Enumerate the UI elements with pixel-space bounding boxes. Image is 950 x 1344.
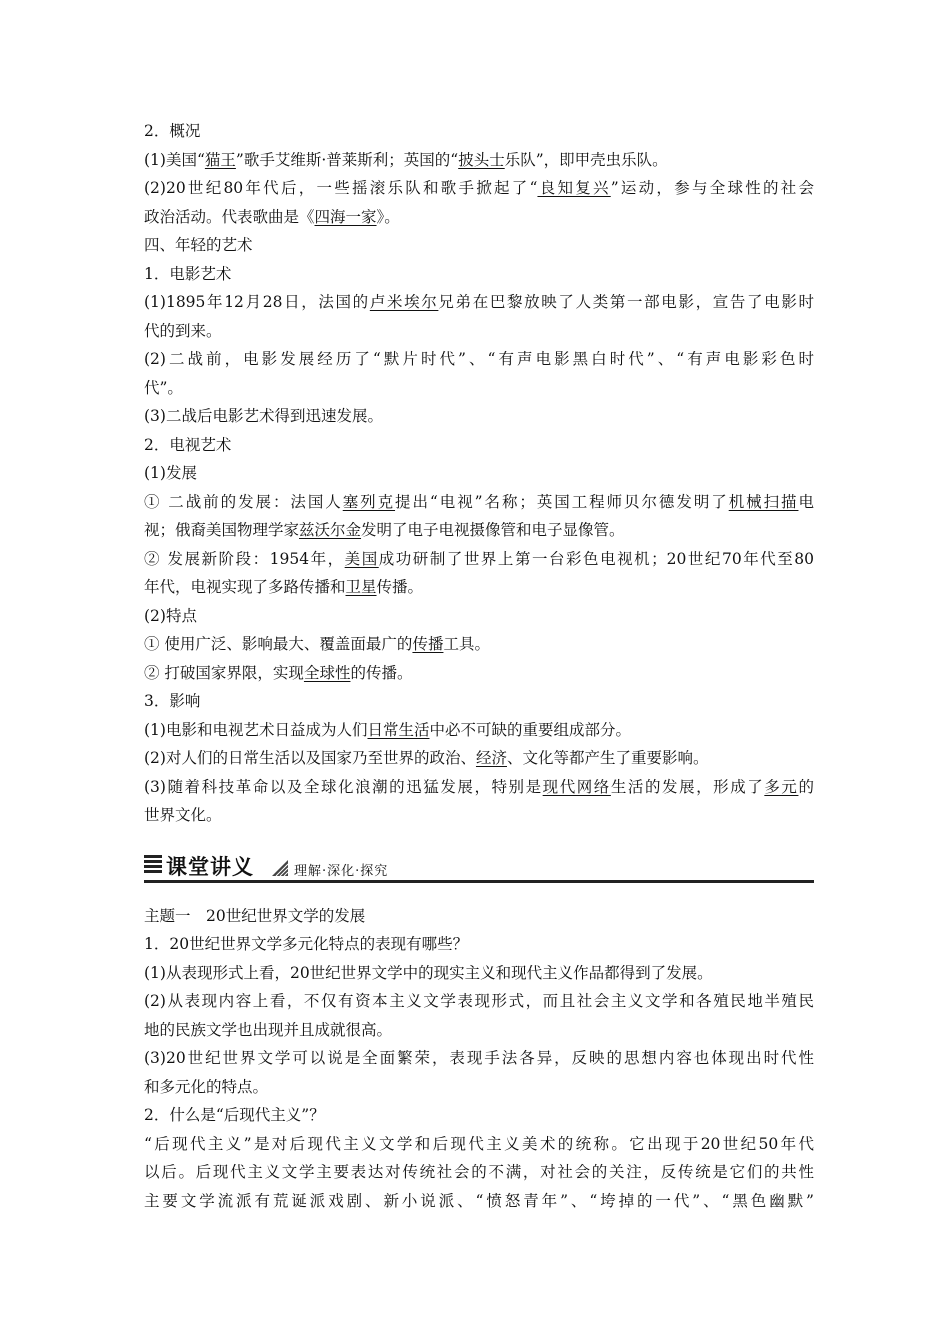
text-line: 四、年轻的艺术 <box>144 236 253 254</box>
text-line <box>144 573 814 602</box>
answer-blank: 传播 <box>412 635 444 653</box>
answer-blank: 猫王 <box>204 150 236 169</box>
text-span: (1)美国“ <box>144 150 205 169</box>
answer-blank: 美国 <box>344 549 379 568</box>
answer-blank: 卫星 <box>345 578 377 596</box>
text-span: ① 二战前的发展：法国人 <box>144 492 343 511</box>
text-span: 传播。 <box>376 578 424 596</box>
text-span: 的传播。 <box>350 663 413 682</box>
text-span: ② 打破国家界限，实现 <box>144 663 304 682</box>
answer-blank: 良知复兴 <box>537 179 611 197</box>
text-line: (2)二战前，电影发展经历了“默片时代”、“有声电影黑白时代”、“有声电影彩色时 <box>144 350 814 368</box>
banner-subtitle: 理解·深化·探究 <box>294 863 389 879</box>
text-span: 年代，电视实现了多路传播和 <box>144 578 346 596</box>
text-line <box>144 203 814 232</box>
text-span: ② 发展新阶段：1954年， <box>144 549 345 568</box>
answer-blank: 经济 <box>475 749 507 767</box>
text-line: 3．影响 <box>144 692 201 710</box>
answer-blank: 卢米埃尔 <box>369 293 439 311</box>
text-span: 的 <box>798 777 814 796</box>
text-line: 和多元化的特点。 <box>144 1077 269 1096</box>
text-span: 发明了电子电视摄像管和电子显像管。 <box>361 521 625 539</box>
text-span: 成功研制了世界上第一台彩色电视机；20世纪70年代至80 <box>378 549 815 568</box>
text-span: 生活的发展，形成了 <box>610 777 765 796</box>
section-banner <box>144 843 814 889</box>
banner-stripes-icon <box>144 855 162 877</box>
text-line: (2)从表现内容上看，不仅有资本主义文学表现形式，而且社会主义文学和各殖民地半殖民 <box>144 992 814 1010</box>
text-span: (1)电影和电视艺术日益成为人们 <box>144 720 368 739</box>
text-span: 兄弟在巴黎放映了人类第一部电影，宣告了电影时 <box>438 293 814 311</box>
text-line: 代的到来。 <box>144 321 222 340</box>
text-line: 主要文学流派有荒诞派戏剧、新小说派、“愤怒青年”、“垮掉的一代”、“黑色幽默” <box>144 1191 814 1210</box>
text-line <box>144 488 814 517</box>
answer-blank: 多元 <box>764 777 799 796</box>
text-span: 工具。 <box>443 635 490 653</box>
text-line: 2．概况 <box>144 122 201 140</box>
text-line: (2)特点 <box>144 606 197 625</box>
text-span: (2)20世纪80年代后，一些摇滚乐队和歌手掀起了“ <box>144 179 538 197</box>
banner-triangle-icon <box>272 860 288 876</box>
answer-blank: 披头士 <box>458 150 505 169</box>
text-span: 电 <box>798 492 814 511</box>
text-line: 2．电视艺术 <box>144 435 232 454</box>
text-line: 以后。后现代主义文学主要表达对传统社会的不满，对社会的关注，反传统是它们的共性 <box>144 1163 814 1181</box>
text-span: 中必不可缺的重要组成部分。 <box>429 720 631 739</box>
answer-blank: 机械扫描 <box>728 492 799 511</box>
text-span: 视；俄裔美国物理学家 <box>144 521 300 539</box>
text-line: (3)二战后电影艺术得到迅速发展。 <box>144 407 383 425</box>
text-line <box>144 545 814 574</box>
text-line: 代”。 <box>144 378 183 397</box>
text-line: 2．什么是“后现代主义”？ <box>144 1106 325 1124</box>
text-line <box>144 516 814 545</box>
answer-blank: 全球性 <box>303 663 351 682</box>
text-line: (1)发展 <box>144 464 197 482</box>
text-line: 地的民族文学也出现并且成就很高。 <box>144 1020 393 1039</box>
text-span: ”歌手艾维斯·普莱斯利；英国的“ <box>235 150 459 169</box>
text-line <box>144 288 814 317</box>
text-line <box>144 716 814 745</box>
text-line <box>144 630 814 659</box>
answer-blank: 四海一家 <box>314 207 377 226</box>
banner-rule <box>144 880 814 883</box>
text-span: (2)对人们的日常生活以及国家乃至世界的政治、 <box>144 749 476 767</box>
text-span: ”运动，参与全球性的社会 <box>610 179 814 197</box>
text-line: (3)20世纪世界文学可以说是全面繁荣，表现手法各异，反映的思想内容也体现出时代性 <box>144 1049 814 1067</box>
text-span: 提出“电视”名称；英国工程师贝尔德发明了 <box>395 492 729 511</box>
text-line: (1)从表现形式上看，20世纪世界文学中的现实主义和现代主义作品都得到了发展。 <box>144 963 713 982</box>
document-page <box>144 117 814 1215</box>
text-line <box>144 744 814 773</box>
banner-title: 课堂讲义 <box>166 854 254 879</box>
text-line <box>144 146 814 175</box>
text-line: “后现代主义”是对后现代主义文学和后现代主义美术的统称。它出现于20世纪50年代 <box>144 1134 814 1153</box>
text-span: ① 使用广泛、影响最大、覆盖面最广的 <box>144 635 413 653</box>
text-line <box>144 659 814 688</box>
answer-blank: 日常生活 <box>367 720 430 739</box>
text-line: 世界文化。 <box>144 806 222 824</box>
answer-blank: 兹沃尔金 <box>299 521 362 539</box>
text-span: 乐队”，即甲壳虫乐队。 <box>504 150 668 169</box>
text-line: 1．20世纪世界文学多元化特点的表现有哪些？ <box>144 935 469 953</box>
text-line <box>144 773 814 802</box>
text-span: (1)1895年12月28日，法国的 <box>144 293 370 311</box>
text-span: 、文化等都产生了重要影响。 <box>506 749 709 767</box>
text-span: 》。 <box>376 207 400 226</box>
text-line: 主题一 20世纪世界文学的发展 <box>144 906 366 925</box>
text-span: (3)随着科技革命以及全球化浪潮的迅猛发展，特别是 <box>144 777 543 796</box>
answer-blank: 现代网络 <box>542 777 611 796</box>
text-line: 1．电影艺术 <box>144 264 232 283</box>
lecture-section <box>144 902 814 1216</box>
text-span: 政治活动。代表歌曲是《 <box>144 207 315 226</box>
answer-blank: 塞列克 <box>342 492 396 511</box>
text-line <box>144 174 814 203</box>
outline-section <box>144 117 814 830</box>
